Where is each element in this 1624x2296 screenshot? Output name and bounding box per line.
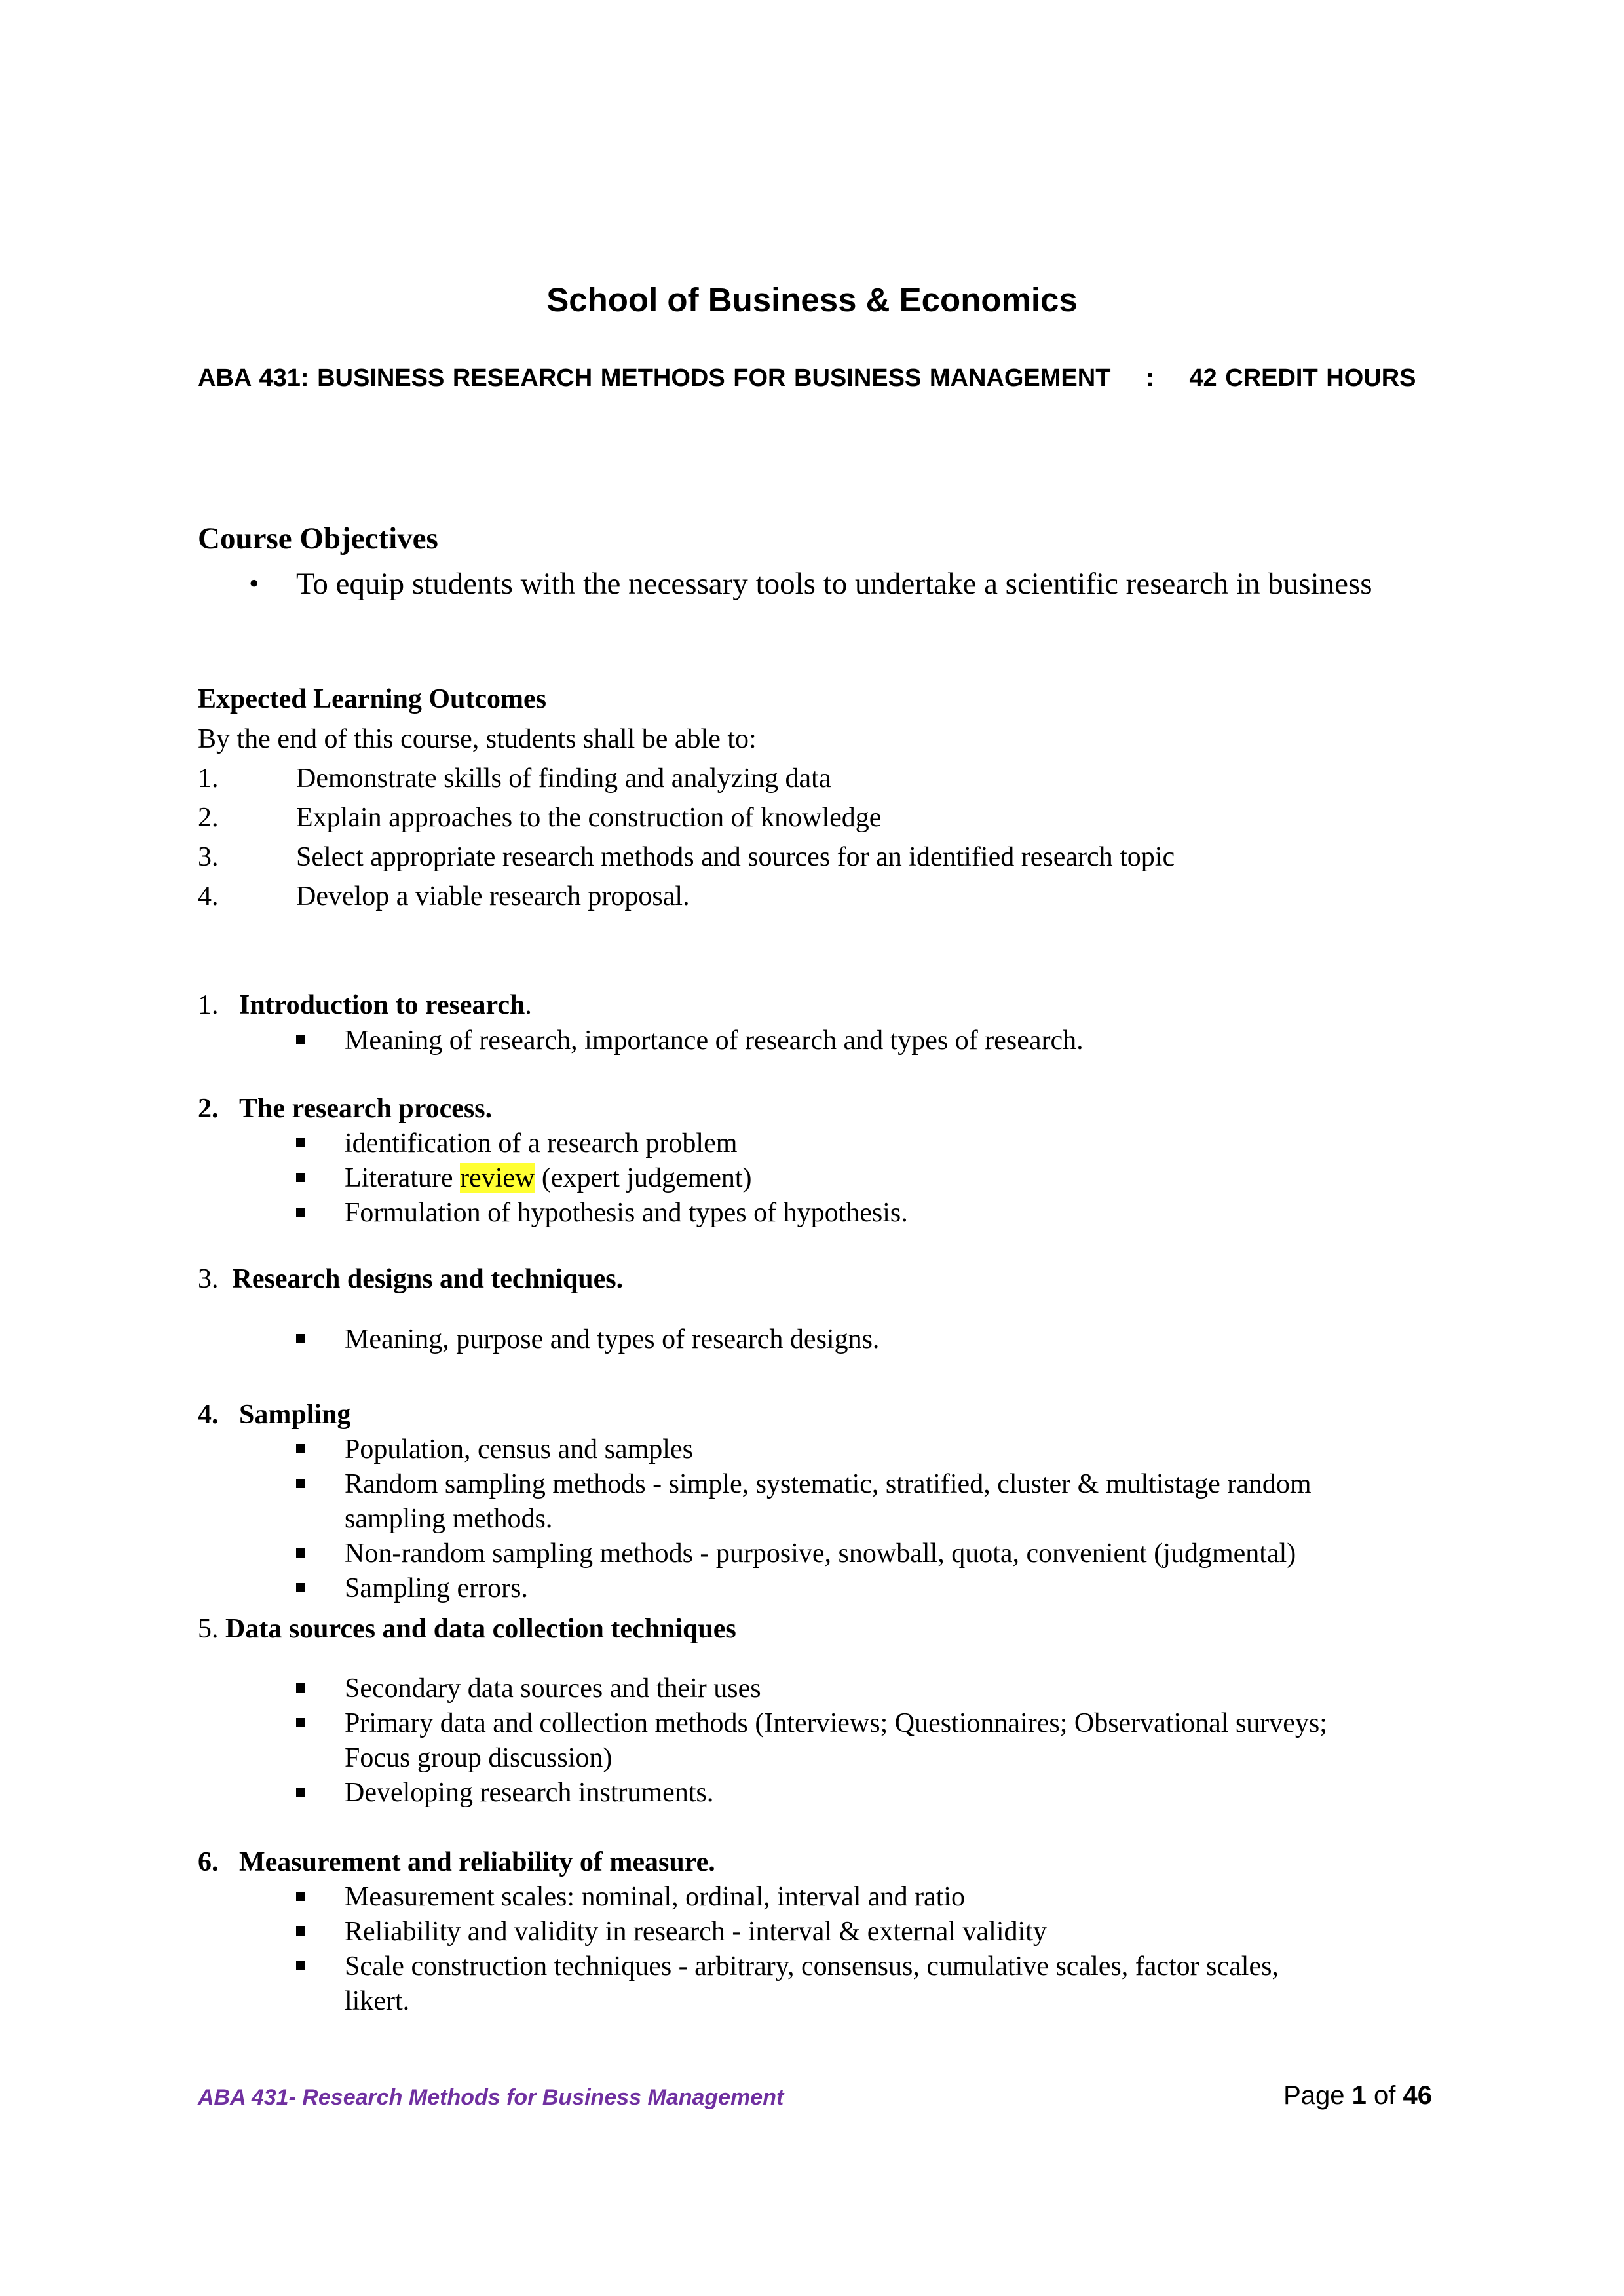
- list-item: Meaning, purpose and types of research designs.: [345, 1324, 880, 1354]
- section-number: 5.: [198, 1614, 219, 1644]
- section-title: The research process.: [239, 1094, 493, 1124]
- highlighted-text: review: [460, 1163, 535, 1193]
- section-number: 1.: [198, 990, 219, 1020]
- section-heading: [198, 1613, 736, 1645]
- square-bullet-icon: [296, 1961, 305, 1970]
- outcome-text: Select appropriate research methods and sources for an identified research topic: [296, 842, 1175, 872]
- objectives-heading: Course Objectives: [198, 522, 438, 556]
- outcomes-heading: Expected Learning Outcomes: [198, 684, 546, 714]
- outcome-text: Develop a viable research proposal.: [296, 881, 690, 911]
- outcome-number: 4.: [198, 881, 219, 911]
- list-item: Scale construction techniques - arbitrary, consensus, cumulative scales, factor scales,: [345, 1951, 1279, 1981]
- list-item: Measurement scales: nominal, ordinal, interval and ratio: [345, 1882, 966, 1912]
- list-item: Reliability and validity in research - interval & external validity: [345, 1917, 1047, 1947]
- list-item: [345, 1161, 752, 1196]
- outcome-number: 2.: [198, 803, 219, 833]
- item-text: (expert judgement): [541, 1163, 752, 1193]
- outcome-number: 3.: [198, 842, 219, 872]
- outcome-text: Explain approaches to the construction of knowledge: [296, 803, 882, 833]
- section-number: 3.: [198, 1264, 219, 1294]
- list-item-continued: sampling methods.: [345, 1504, 553, 1534]
- square-bullet-icon: [296, 1892, 305, 1901]
- page-of-word: of: [1374, 2081, 1396, 2110]
- page-total: 46: [1403, 2081, 1432, 2110]
- section-heading: [198, 1093, 492, 1124]
- list-item: Population, census and samples: [345, 1434, 693, 1464]
- square-bullet-icon: [296, 1138, 305, 1147]
- square-bullet-icon: [296, 1926, 305, 1936]
- list-item: Random sampling methods - simple, systematic, stratified, cluster & multistage random: [345, 1469, 1312, 1499]
- square-bullet-icon: [296, 1479, 305, 1488]
- list-item: Primary data and collection methods (Interviews; Questionnaires; Observational surveys;: [345, 1708, 1327, 1738]
- list-item-continued: likert.: [345, 1986, 410, 2016]
- square-bullet-icon: [296, 1548, 305, 1558]
- school-title: School of Business & Economics: [546, 281, 1078, 318]
- course-header: [198, 364, 1416, 392]
- list-item: identification of a research problem: [345, 1128, 738, 1158]
- objective-item: To equip students with the necessary tools to undertake a scientific research in business: [296, 567, 1372, 601]
- section-number: 4.: [198, 1400, 219, 1430]
- square-bullet-icon: [296, 1444, 305, 1453]
- section-title-trail: .: [525, 990, 532, 1020]
- list-item: Sampling errors.: [345, 1573, 528, 1603]
- outcomes-intro: By the end of this course, students shall be able to:: [198, 724, 757, 754]
- section-heading: [198, 989, 532, 1021]
- list-item: Meaning of research, importance of research and types of research.: [345, 1025, 1084, 1056]
- outcome-text: Demonstrate skills of finding and analyzing data: [296, 763, 831, 794]
- section-title: Data sources and data collection techniques: [225, 1614, 736, 1644]
- square-bullet-icon: [296, 1035, 305, 1044]
- list-item: Secondary data sources and their uses: [345, 1674, 761, 1704]
- section-number: 2.: [198, 1094, 219, 1124]
- list-item: Developing research instruments.: [345, 1778, 714, 1808]
- header-separator: :: [1146, 364, 1154, 392]
- footer-course-title: ABA 431- Research Methods for Business Management: [198, 2085, 784, 2110]
- page-current: 1: [1351, 2081, 1367, 2110]
- list-item: Formulation of hypothesis and types of hypothesis.: [345, 1198, 908, 1228]
- outcome-number: 1.: [198, 763, 219, 794]
- section-title: Measurement and reliability of measure.: [239, 1847, 715, 1877]
- list-item: Non-random sampling methods - purposive, snowball, quota, convenient (judgmental): [345, 1539, 1296, 1569]
- section-heading: [198, 1846, 715, 1878]
- square-bullet-icon: [296, 1208, 305, 1217]
- section-title: Sampling: [239, 1400, 351, 1430]
- course-code-title: ABA 431: BUSINESS RESEARCH METHODS FOR BUSINESS MANAGEMENT: [198, 364, 1111, 392]
- section-title: Research designs and techniques.: [232, 1264, 624, 1294]
- square-bullet-icon: [296, 1718, 305, 1727]
- section-heading: [198, 1263, 623, 1295]
- section-heading: [198, 1399, 350, 1430]
- square-bullet-icon: [296, 1788, 305, 1797]
- square-bullet-icon: [296, 1683, 305, 1693]
- list-item-continued: Focus group discussion): [345, 1743, 613, 1773]
- bullet-icon: •: [249, 567, 259, 600]
- credit-hours: 42 CREDIT HOURS: [1189, 364, 1416, 392]
- square-bullet-icon: [296, 1583, 305, 1592]
- square-bullet-icon: [296, 1334, 305, 1343]
- item-text: Literature: [345, 1163, 453, 1193]
- square-bullet-icon: [296, 1173, 305, 1182]
- section-number: 6.: [198, 1847, 219, 1877]
- page-number: [1283, 2081, 1432, 2111]
- section-title: Introduction to research: [239, 990, 525, 1020]
- page-word: Page: [1283, 2081, 1345, 2110]
